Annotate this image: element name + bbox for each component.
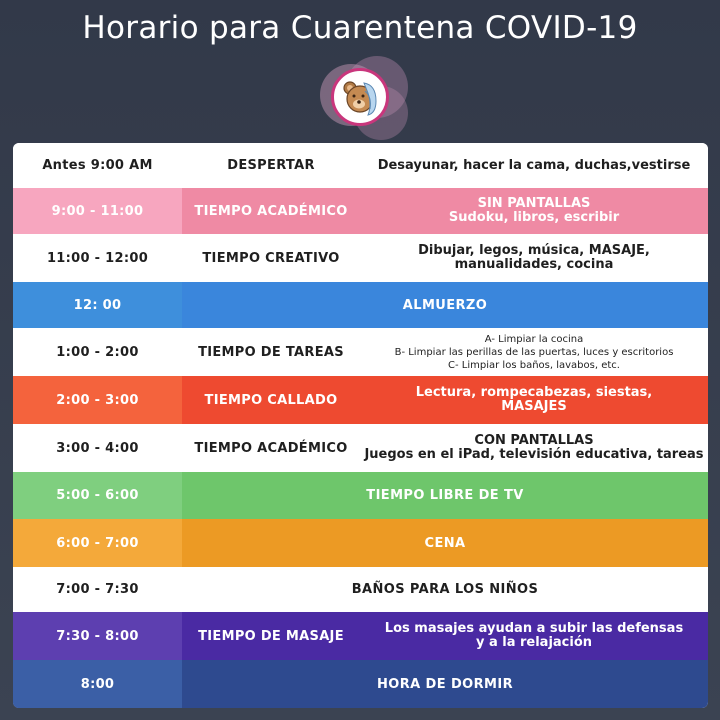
notes-cell: A- Limpiar la cocina B- Limpiar las perillas de las puertas, luces y escritorios C- Limpiar los baños, lavabos, etc. — [394, 333, 674, 371]
activity-cell: TIEMPO DE MASAJE — [198, 628, 344, 644]
table-row — [13, 612, 708, 660]
notes-cell: SIN PANTALLAS Sudoku, libros, escribir — [448, 196, 620, 225]
table-row — [13, 567, 708, 612]
table-row — [13, 660, 708, 708]
notes-cell: Dibujar, legos, música, MASAJE, manualidades, cocina — [418, 243, 650, 272]
time-cell: Antes 9:00 AM — [42, 158, 153, 173]
table-row — [13, 234, 708, 282]
activity-cell: TIEMPO LIBRE DE TV — [366, 488, 524, 503]
time-cell: 8:00 — [13, 660, 182, 708]
activity-cell: DESPERTAR — [227, 158, 315, 173]
time-cell: 2:00 - 3:00 — [13, 376, 182, 424]
time-cell: 12: 00 — [13, 282, 182, 328]
time-cell: 1:00 - 2:00 — [56, 344, 139, 360]
time-cell: 7:00 - 7:30 — [56, 582, 139, 597]
time-cell: 3:00 - 4:00 — [56, 440, 139, 456]
activity-cell: BAÑOS PARA LOS NIÑOS — [351, 582, 539, 597]
teddy-bear-icon — [331, 68, 389, 126]
activity-cell: TIEMPO DE TAREAS — [198, 344, 344, 360]
activity-cell: CENA — [424, 535, 466, 551]
table-row — [13, 424, 708, 472]
logo-badge — [306, 56, 416, 142]
table-row — [13, 472, 708, 519]
activity-cell: HORA DE DORMIR — [377, 676, 513, 692]
time-cell: 5:00 - 6:00 — [13, 472, 182, 519]
activity-cell: ALMUERZO — [402, 297, 488, 313]
schedule-table — [13, 143, 708, 708]
table-row — [13, 328, 708, 376]
table-row — [13, 282, 708, 328]
table-row — [13, 188, 708, 234]
time-cell: 7:30 - 8:00 — [13, 612, 182, 660]
notes-cell: CON PANTALLAS Juegos en el iPad, televisión educativa, tareas — [364, 433, 704, 462]
notes-cell: Desayunar, hacer la cama, duchas,vestirse — [377, 157, 691, 173]
activity-cell: TIEMPO CALLADO — [204, 392, 338, 408]
page-title: Horario para Cuarentena COVID-19 — [82, 10, 638, 46]
activity-cell: TIEMPO ACADÉMICO — [194, 203, 348, 219]
activity-cell: TIEMPO CREATIVO — [202, 250, 340, 266]
table-row — [13, 143, 708, 188]
table-row — [13, 519, 708, 567]
notes-cell: Los masajes ayudan a subir las defensas y a la relajación — [384, 621, 684, 650]
activity-cell: TIEMPO ACADÉMICO — [194, 440, 348, 456]
time-cell: 11:00 - 12:00 — [46, 250, 149, 266]
time-cell: 6:00 - 7:00 — [13, 519, 182, 567]
notes-cell: Lectura, rompecabezas, siestas, MASAJES — [415, 385, 653, 414]
time-cell: 9:00 - 11:00 — [13, 188, 182, 234]
table-row — [13, 376, 708, 424]
